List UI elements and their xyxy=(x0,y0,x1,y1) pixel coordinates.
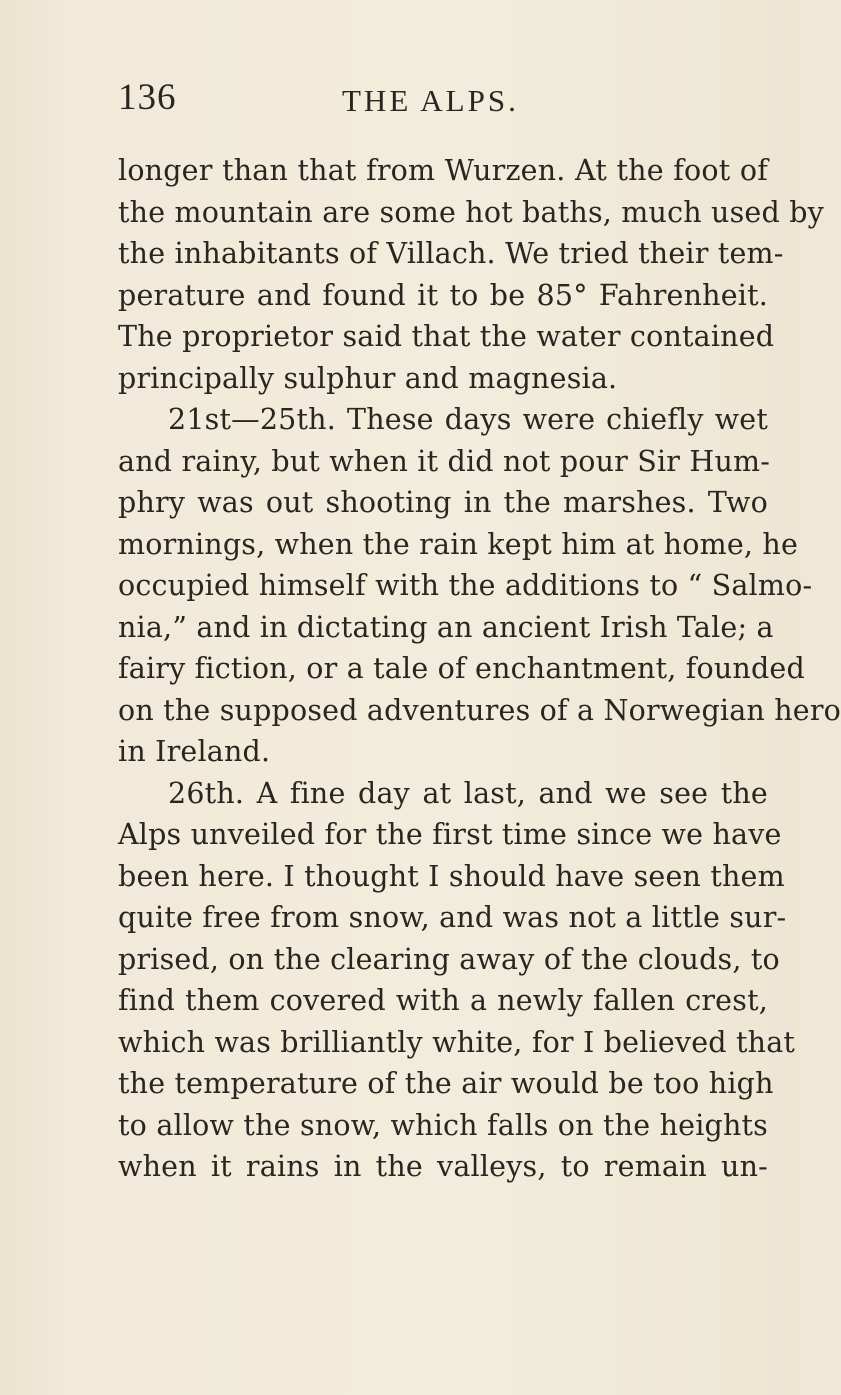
text-line: been here. I thought I should have seen them xyxy=(118,859,785,893)
text-line: to allow the snow, which falls on the heights xyxy=(118,1108,768,1142)
text-line: The proprietor said that the water contained xyxy=(118,320,775,353)
text-line: occupied himself with the additions to “ Salmo- xyxy=(118,569,813,602)
page-header xyxy=(118,78,738,118)
text-line: prised, on the clearing away of the clouds, to xyxy=(118,942,780,976)
text-line: the mountain are some hot baths, much used by xyxy=(118,195,824,229)
running-head: THE ALPS. xyxy=(342,83,519,118)
text-line: perature and found it to be 85° Fahrenheit. xyxy=(118,278,768,312)
body-text xyxy=(118,150,841,1188)
text-line: quite free from snow, and was not a little sur- xyxy=(118,901,787,934)
text-line: 26th. A fine day at last, and we see the xyxy=(168,776,768,810)
text-line: and rainy, but when it did not pour Sir Hum- xyxy=(118,444,771,478)
text-line: mornings, when the rain kept him at home, he xyxy=(118,527,799,561)
text-line: nia,” and in dictating an ancient Irish Tale; a xyxy=(118,610,774,644)
text-line: Alps unveiled for the first time since we have xyxy=(118,818,782,851)
page-number: 136 xyxy=(118,77,177,118)
text-line: on the supposed adventures of a Norwegian hero xyxy=(118,693,841,727)
text-line: when it rains in the valleys, to remain un- xyxy=(118,1150,768,1183)
text-line: in Ireland. xyxy=(118,735,271,768)
text-line: the inhabitants of Villach. We tried their tem- xyxy=(118,237,784,270)
text-line: phry was out shooting in the marshes. Two xyxy=(118,486,768,519)
text-line: 21st—25th. These days were chiefly wet xyxy=(168,403,768,436)
text-line: fairy fiction, or a tale of enchantment, founded xyxy=(118,652,805,685)
text-line: longer than that from Wurzen. At the foot of xyxy=(118,154,768,187)
text-line: which was brilliantly white, for I believed that xyxy=(118,1025,796,1059)
text-line: principally sulphur and magnesia. xyxy=(118,361,618,395)
text-line: the temperature of the air would be too high xyxy=(118,1067,774,1100)
text-line: find them covered with a newly fallen crest, xyxy=(118,984,768,1017)
